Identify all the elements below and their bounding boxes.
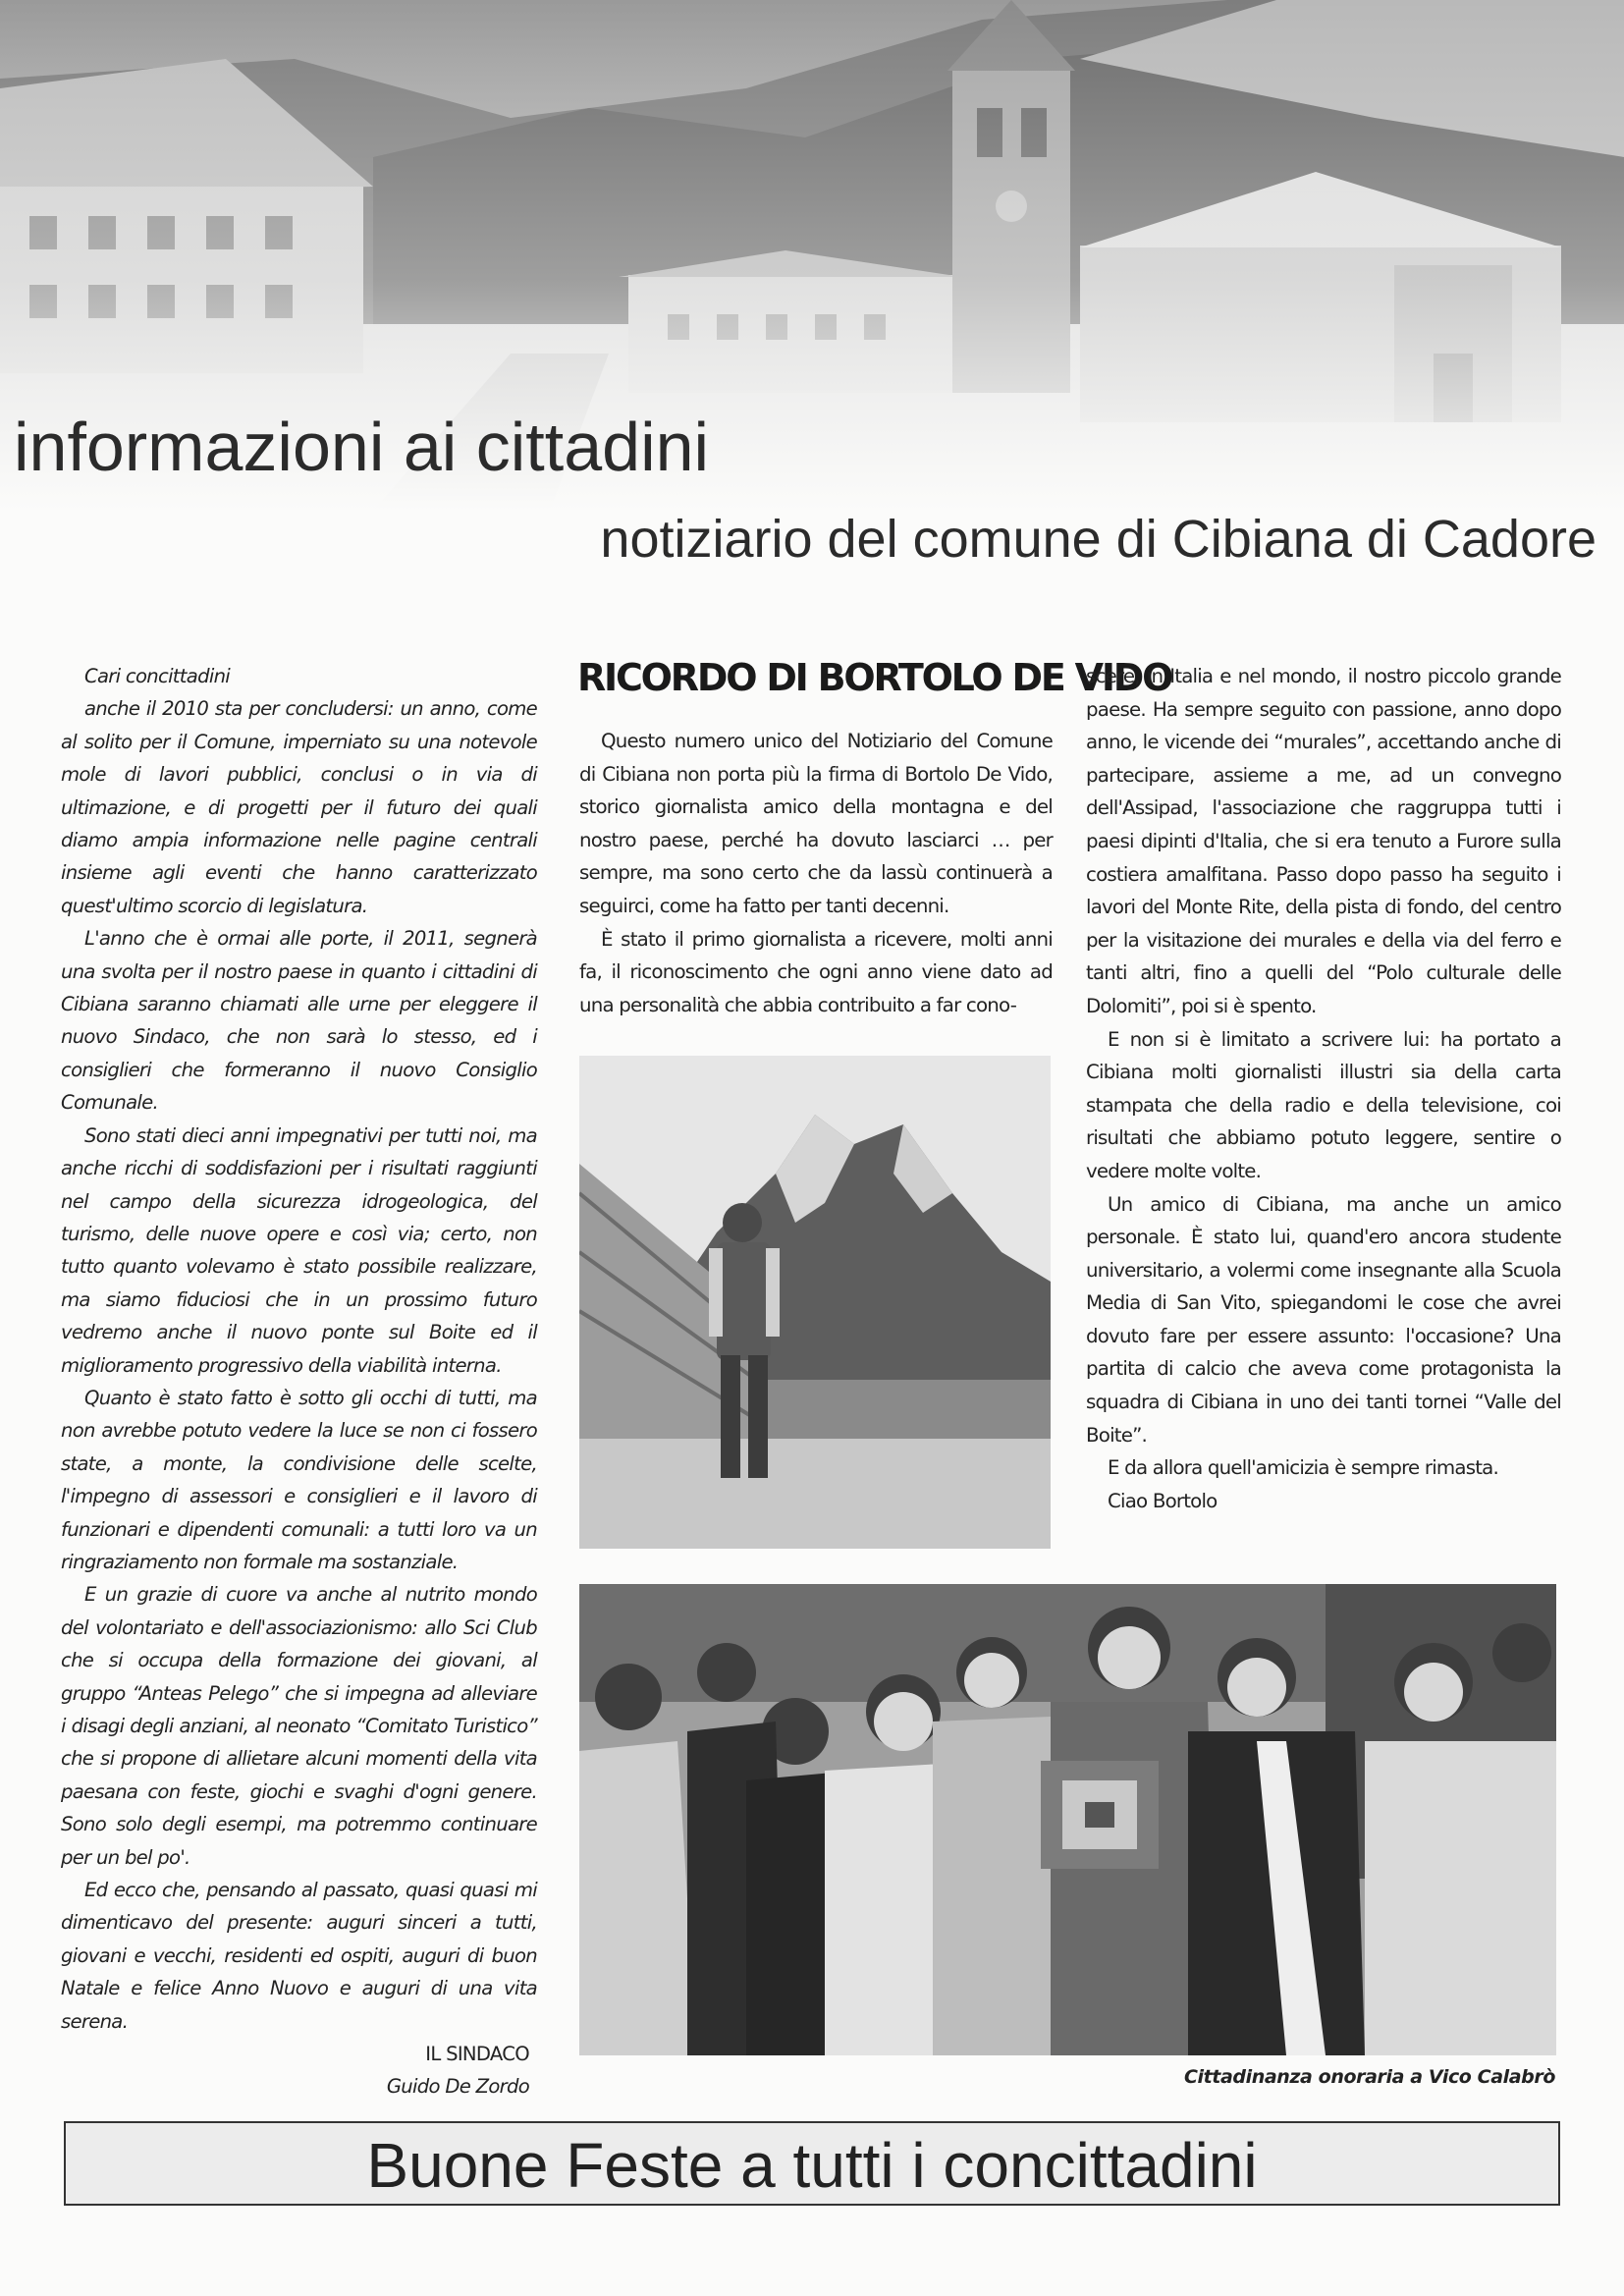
article-paragraph: scere, in Italia e nel mondo, il nostro piccolo grande paese. Ha sempre seguito con passione, anno dopo anno, le vicende dei “murales”, accettando anche di partecipare, assieme a me, ad un convegno dell'Assipad, l'associazione che raggruppa tutti i paesi dipinti d'Italia, che si era tenuto a Furore sulla costiera amalfitana. Passo dopo passo ha seguito i lavori del Monte Rite, della pista di fondo, del centro per la visitazione dei murales e della via del ferro e tanti altri, fino a quelli del “Polo culturale delle Dolomiti”, poi si è spento. [1086, 665, 1561, 1017]
editorial-paragraph: L'anno che è ormai alle porte, il 2011, segnerà una svolta per il nostro paese in quanto i cittadini di Cibiana saranno chiamati alle urne per eleggere il nuovo Sindaco, che non sarà lo stesso, ed i consiglieri che formeranno il nuovo Consiglio Comunale. [61, 927, 537, 1115]
article-paragraph: Questo numero unico del Notiziario del Comune di Cibiana non porta più la firma di Bortolo De Vido, storico giornalista amico della montagna e del nostro paese, perché ha dovuto lasciarci … per sempre, ma sono certo che da lassù continuerà a seguirci, come ha fatto per tanti decenni. [579, 730, 1053, 917]
photo-caption: Cittadinanza onoraria a Vico Calabrò [1183, 2066, 1555, 2088]
article-paragraph: E non si è limitato a scrivere lui: ha portato a Cibiana molti giornalisti illustri sia della carta stampata che della radio e della televisione, coi risultati che abbiamo potuto leggere, sentire o vedere molte volte. [1086, 1027, 1561, 1182]
editorial-paragraph: Ed ecco che, pensando al passato, quasi quasi mi dimenticavo del presente: auguri sinceri a tutti, giovani e vecchi, residenti ed ospiti, auguri di buon Natale e felice Anno Nuovo e auguri di una vita serena. [61, 1879, 537, 2033]
article-closing: Ciao Bortolo [1108, 1489, 1218, 1512]
article-paragraph: Un amico di Cibiana, ma anche un amico personale. È stato lui, quand'ero ancora studente universitario, a volermi come insegnante alla Scuola Media di San Vito, spiegandomi le cose che avrei dovuto fare per essere assunto: l'occasione? Una partita di calcio che aveva come protagonista la squadra di Cibiana in uno dei tanti tornei “Valle del Boite”. [1086, 1192, 1561, 1447]
editorial-column [61, 660, 537, 2104]
article-paragraph: È stato il primo giornalista a ricevere, molti anni fa, il riconoscimento che ogni anno viene dato ad una personalità che abbia contribuito a far cono- [579, 927, 1053, 1016]
photo-journalist-mountain [579, 1056, 1051, 1549]
masthead-title: informazioni ai cittadini [14, 409, 710, 485]
editorial-paragraph: Quanto è stato fatto è sotto gli occhi di tutti, ma non avrebbe potuto vedere la luce se non ci fossero state, a monte, la condivisione delle scelte, l'impegno di assessori e consiglieri e il lavoro di funzionari e dipendenti comunali: a tutti loro va un ringraziamento non formale ma sostanziale. [61, 1386, 537, 1573]
masthead-subtitle: notiziario del comune di Cibiana di Cadore [600, 510, 1597, 569]
editorial-paragraph: anche il 2010 sta per concludersi: un anno, come al solito per il Comune, imperniato su una notevole mole di lavori pubblici, conclusi o in via di ultimazione, e di progetti per il futuro dei quali diamo ampia informazione nelle pagine centrali insieme agli eventi che hanno caratterizzato quest'ultimo scorcio di legislatura. [61, 697, 537, 917]
greeting-banner-text: Buone Feste a tutti i concittadini [366, 2130, 1258, 2201]
article-paragraph: E da allora quell'amicizia è sempre rimasta. [1108, 1456, 1498, 1480]
greeting-banner [64, 2121, 1560, 2206]
article-column-middle [579, 725, 1053, 1021]
photo-group-ceremony [579, 1584, 1556, 2055]
article-column-right [1086, 660, 1561, 1517]
editorial-paragraph: Sono stati dieci anni impegnativi per tutti noi, ma anche ricchi di soddisfazioni per i risultati raggiunti nel campo della sicurezza idrogeologica, del turismo, delle nuove opere e così via; certo, non tutto quanto volevamo è stato possibile realizzare, ma siamo fiduciosi che in un prossimo futuro vedremo anche il nuovo ponte sul Boite ed il miglioramento progressivo della viabilità interna. [61, 1123, 537, 1377]
signature-title: IL SINDACO [425, 2043, 529, 2066]
editorial-paragraph: E un grazie di cuore va anche al nutrito mondo del volontariato e dell'associazionismo: allo Sci Club che si occupa della formazione dei giovani, al gruppo “Anteas Pelego” che si impegna ad alleviare i disagi degli anziani, al neonato “Comitato Turistico” che si propone di allietare alcuni momenti della vita paesana con feste, giochi e svaghi d'ogni genere. Sono solo degli esempi, ma potremmo continuare per un bel po'. [61, 1583, 537, 1869]
article-title: RICORDO DI BORTOLO DE VIDO [577, 656, 1172, 699]
editorial-greeting: Cari concittadini [84, 665, 231, 687]
signature-name: Guido De Zordo [386, 2075, 529, 2099]
